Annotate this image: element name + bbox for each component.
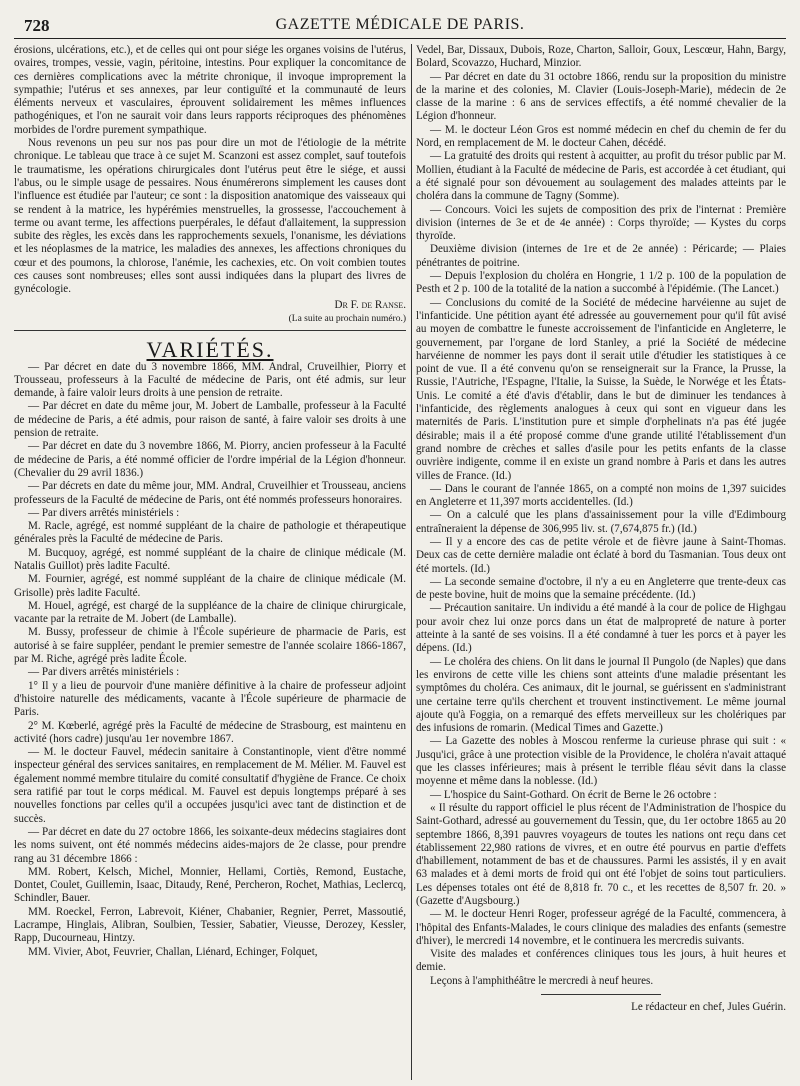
news-item: Deuxième division (internes de 1re et de 2e année) : Péricarde; — Plaies pénétrantes de poitrine. (416, 243, 786, 269)
news-item: — La gratuité des droits qui restent à acquitter, au profit du trésor public par M. Mollien, étudiant à la Faculté de médecine de Paris, est accordée à cet étudiant, qui a été signalé pour son dévouement au soulagement des malades atteints par le choléra dans la commune de Tagny (Somme). (416, 150, 786, 203)
continuation-note: (La suite au prochain numéro.) (288, 313, 406, 324)
news-item: — Le choléra des chiens. On lit dans le journal Il Pungolo (de Naples) que dans les environs de cette ville les chiens sont atteints d'une maladie présentant les symptômes du choléra. Ces animaux, dit le journal, se guérissent en s'administrant une certaine terre qu'ils cherchent et trouvent instinctivement. Le même journal ajoute qu'à Foggia, on a remarqué des effets merveilleux sur les cholériques par des infusions de romarin. (Medical Times and Gazette.) (416, 655, 786, 735)
news-item: MM. Vivier, Abot, Feuvrier, Challan, Liénard, Echinger, Folquet, (28, 945, 318, 958)
section-title: VARIÉTÉS. (146, 337, 274, 363)
news-item: — Par divers arrêtés ministériels : (28, 666, 180, 679)
news-item: MM. Roeckel, Ferron, Labrevoit, Kiéner, Chabanier, Regnier, Perret, Massoutié, Lacrampe, Hinglais, Alibran, Soulbien, Tessier, Sabatier, Vieusse, Derozey, Kessler, Rapp, Ducourneau, Hintzy. (14, 905, 406, 945)
news-item: MM. Robert, Kelsch, Michel, Monnier, Hellami, Cortiès, Remond, Eustache, Dontet, Coulet, Guillemin, Isaac, Ditaudy, René, Percheron, Rochet, Mathias, Leclercq, Schindler, Bauer. (14, 865, 406, 905)
news-item: — Par divers arrêtés ministériels : (28, 506, 180, 519)
news-item: — M. le docteur Léon Gros est nommé médecin en chef du chemin de fer du Nord, en remplacement de M. le docteur Cahen, décédé. (416, 123, 786, 150)
news-item: 2° M. Kœberlé, agrégé près la Faculté de médecine de Strasbourg, est maintenu en activité (hors cadre) jusqu'au 1er novembre 1867. (14, 719, 406, 745)
article-columns (14, 44, 786, 1080)
news-item: M. Bussy, professeur de chimie à l'École supérieure de pharmacie de Paris, est autorisé à se faire suppléer, pendant le premier semestre de l'année scolaire 1866-1867, par M. Riche, agrégé près ladite École. (14, 626, 406, 666)
left-column (14, 44, 406, 1080)
news-item: — M. le docteur Henri Roger, professeur agrégé de la Faculté, commencera, à l'hôpital des Enfants-Malades, le cours clinique des maladies des enfants (semestre d'hiver), le mercredi 14 novembre, et le continuera les mercredis suivants. (416, 908, 786, 947)
right-column (416, 44, 786, 1080)
news-item: — Par décret en date du même jour, M. Jobert de Lamballe, professeur à la Faculté de médecine de Paris, a été admis, pour raison de santé, à faire valoir ses droits à une pension de retraite. (14, 400, 406, 440)
paragraph: érosions, ulcérations, etc.), et de celles qui ont pour siége les organes voisins de l'utérus, ovaires, trompes, vessie, vagin, péritoine, intestins. Pour expliquer la concomitance de ces dernières complications avec la métrite chronique, il invoque improprement la sympathie; l'utérus et ses annexes, par leur contiguïté et la communauté de leurs éléments nerveux et vasculaires, éprouvent solidairement les mêmes influences pathogéniques, et l'on ne saurait voir dans leurs rapports réciproques des phénomènes morbides de l'ordre purement sympathique. (14, 44, 406, 136)
news-item: — Par décret en date du 31 octobre 1866, rendu sur la proposition du ministre de la marine et des colonies, M. Clavier (Louis-Joseph-Marie), médecin de 2e classe de la marine : 6 ans de services effectifs, a été nommé chevalier de la Légion d'honneur. (416, 70, 786, 123)
column-divider (411, 44, 412, 1080)
news-item: — Précaution sanitaire. Un individu a été mandé à la cour de police de Highgau pour avoir chez lui onze porcs dans un état de malpropreté de nature à porter atteinte à la santé de ses voisins. Il a été condamné à tuer les porcs et à payer les dépens. (Id.) (416, 602, 786, 655)
news-item: — Il y a encore des cas de petite vérole et de fièvre jaune à Saint-Thomas. Deux cas de cette dernière maladie ont éclaté à bord du Tasmanian. Tous deux ont été mortels. (Id.) (416, 535, 786, 575)
news-item: — Conclusions du comité de la Société de médecine harvéienne au sujet de l'infanticide. Une pétition ayant été adressée au gouvernement pour qu'il fût avisé au moyen de combattre le funeste accroissement de l'infanticide en Angleterre, le gouvernement, par l'organe de lord Stanley, a prié la Société de médecine harvéienne de nommer les pays dont il serait utile d'étudier les statistiques à ce point de vue. Il a été convenu qu'on se renseignerait sur la France, la Prusse, la Russie, l'Autriche, l'Espagne, l'Italie, la Suisse, la Suède, le Norwége et les États-Unis. Le comité a été d'avis d'établir, dans le but de diminuer les tendances à l'infanticide, des règlements analogues à ceux qui sont en vigueur dans les maternités de Paris. L'institution pure et simple d'orphelinats n'a pas été jugée désirable; mais il a été proposé comme d'une grande utilité l'établissement d'un grand nombre de crèches et salles d'asile pour les petits enfants de la classe ouvrière indigente, comme il en existe un grand nombre à Paris et dans les autres villes de France. (Id.) (416, 296, 786, 482)
author-signature: Dr F. de Ranse. (334, 298, 406, 311)
news-item: — Concours. Voici les sujets de composition des prix de l'internat : Première division (internes de 3e et de 4e année) : Corps thyroïde; — Kystes du corps thyroïde. (416, 203, 786, 243)
news-item: M. Racle, agrégé, est nommé suppléant de la chaire de pathologie et thérapeutique générales près la Faculté de médecine de Paris. (14, 520, 406, 546)
news-item: — La Gazette des nobles à Moscou renferme la curieuse phrase qui suit : « Jusqu'ici, grâce à une protection visible de la Providence, le choléra n'avait attaqué que les classes inférieures; mais à présent le terrible fléau sévit dans la classe moyenne et même dans la noblesse. (Id.) (416, 735, 786, 788)
news-item: Leçons à l'amphithéâtre le mercredi à neuf heures. (430, 974, 654, 987)
news-item: — Depuis l'explosion du choléra en Hongrie, 1 1/2 p. 100 de la population de Pesth et 2 p. 100 de la totalité de la nation a succombé à l'épidémie. (The Lancet.) (416, 270, 786, 296)
news-item: — L'hospice du Saint-Gothard. On écrit de Berne le 26 octobre : (430, 788, 717, 801)
news-item: — Par décrets en date du même jour, MM. Andral, Cruveilhier et Trousseau, anciens professeurs de la Faculté de médecine de Paris, ont été nommés professeurs honoraires. (14, 480, 406, 506)
paragraph: Nous revenons un peu sur nos pas pour dire un mot de l'étiologie de la métrite chronique. Le tableau que trace à ce sujet M. Scanzoni est assez complet, sauf toutefois le traumatisme, les opérations chirurgicales dont l'utérus peut être le siége, et aussi l'abus, ou le simple usage de pessaires. Nous énumérerons simplement les causes dont l'influence est étudiée par l'auteur; ce sont : la disposition anatomique des vaisseaux qui se rendent à la matrice, les hypérémies menstruelles, la grossesse, l'accouchement à terme ou avant terme, les affections puerpérales, le défaut d'allaitement, la suppression subite des règles, les excès dans les rapprochements sexuels, l'onanisme, les déviations et les néoplasmes de la matrice, les maladies des annexes, les affections chroniques du cœur et des poumons, la chlorose, l'anémie, les cachexies, etc. On voit combien toutes ces causes sont nombreuses; elles sont aussi indiquées dans la plupart des livres de gynécologie. (14, 137, 406, 296)
news-item: — Par décret en date du 27 octobre 1866, les soixante-deux médecins stagiaires dont les noms suivent, ont été nommés médecins aides-majors de 2e classe, pour prendre rang au 31 décembre 1866 : (14, 825, 406, 865)
news-item: 1° Il y a lieu de pourvoir d'une manière définitive à la chaire de professeur adjoint d'histoire naturelle des médicaments, vacante à l'École supérieure de pharmacie de Paris. (14, 679, 406, 719)
page-number: 728 (24, 16, 50, 35)
news-item: — Par décret en date du 3 novembre 1866, MM. Andral, Cruveilhier, Piorry et Trousseau, professeurs à la Faculté de médecine de Paris, ont été admis, sur leur demande, à faire valoir leurs droits à une pension de retraite. (14, 360, 406, 400)
closing-rule (541, 994, 661, 995)
news-item: Visite des malades et conférences cliniques tous les jours, à huit heures et demie. (416, 948, 786, 974)
news-item: M. Fournier, agrégé, est nommé suppléant de la chaire de clinique médicale (M. Grisolle) près ladite Faculté. (14, 573, 406, 599)
news-item: Vedel, Bar, Dissaux, Dubois, Roze, Charton, Salloir, Goux, Lescœur, Hahn, Bargy, Bolard, Scovazzo, Huchard, Minzior. (416, 44, 786, 70)
news-item: « Il résulte du rapport officiel le plus récent de l'Administration de l'hospice du Saint-Gothard, adressé au gouvernement du Tessin, que, du 1er octobre 1865 au 20 septembre 1866, 8,391 pauvres voyageurs de toutes les nations ont reçu dans cet établissement 22,980 rations de vivres, et en outre été pourvus en partie d'effets d'habillement, notamment de bas et de chaussures. Parmi les assistés, il y en avait 63 malades et à demi morts de froid qui ont été l'objet de soins tout particuliers. Les dépenses totales ont été de 8,818 fr. 70 c., et les recettes de 8,507 fr. 20. » (Gazette d'Augsbourg.) (416, 801, 786, 907)
news-item: — Dans le courant de l'année 1865, on a compté non moins de 1,397 suicides en Angleterre et 11,397 morts accidentelles. (Id.) (416, 482, 786, 509)
news-item: M. Bucquoy, agrégé, est nommé suppléant de la chaire de clinique médicale (M. Natalis Guillot) près ladite Faculté. (14, 546, 406, 572)
news-item: — Par décret en date du 3 novembre 1866, M. Piorry, ancien professeur à la Faculté de médecine de Paris, a été nommé officier de l'ordre impérial de la Légion d'honneur. (Chevalier du 29 avril 1836.) (14, 440, 406, 479)
news-item: — M. le docteur Fauvel, médecin sanitaire à Constantinople, vient d'être nommé inspecteur général des services sanitaires, en remplacement de M. Mélier. M. Fauvel est également nommé membre titulaire du comité consultatif d'hygiène de France. Ce choix sera ratifié par tout le corps médical. M. Fauvel est depuis longtemps préparé à ses nouvelles fonctions par celles qu'il a occupées jusqu'ici avec tant de distinction et de succès. (14, 746, 406, 825)
page-header (14, 10, 786, 39)
news-item: — On a calculé que les plans d'assainissement pour la ville d'Edimbourg entraîneraient la dépense de 306,995 liv. st. (7,674,875 fr.) (Id.) (416, 509, 786, 535)
news-item: M. Houel, agrégé, est chargé de la suppléance de la chaire de clinique chirurgicale, vacante par la retraite de M. Jobert (de Lamballe). (14, 599, 406, 626)
news-item: — La seconde semaine d'octobre, il n'y a eu en Angleterre que trente-deux cas de peste bovine, huit de moins que la semaine précédente. (Id.) (416, 575, 786, 602)
editor-signature: Le rédacteur en chef, Jules Guérin. (631, 1001, 786, 1014)
section-divider (14, 330, 406, 331)
journal-title: GAZETTE MÉDICALE DE PARIS. (275, 16, 525, 33)
